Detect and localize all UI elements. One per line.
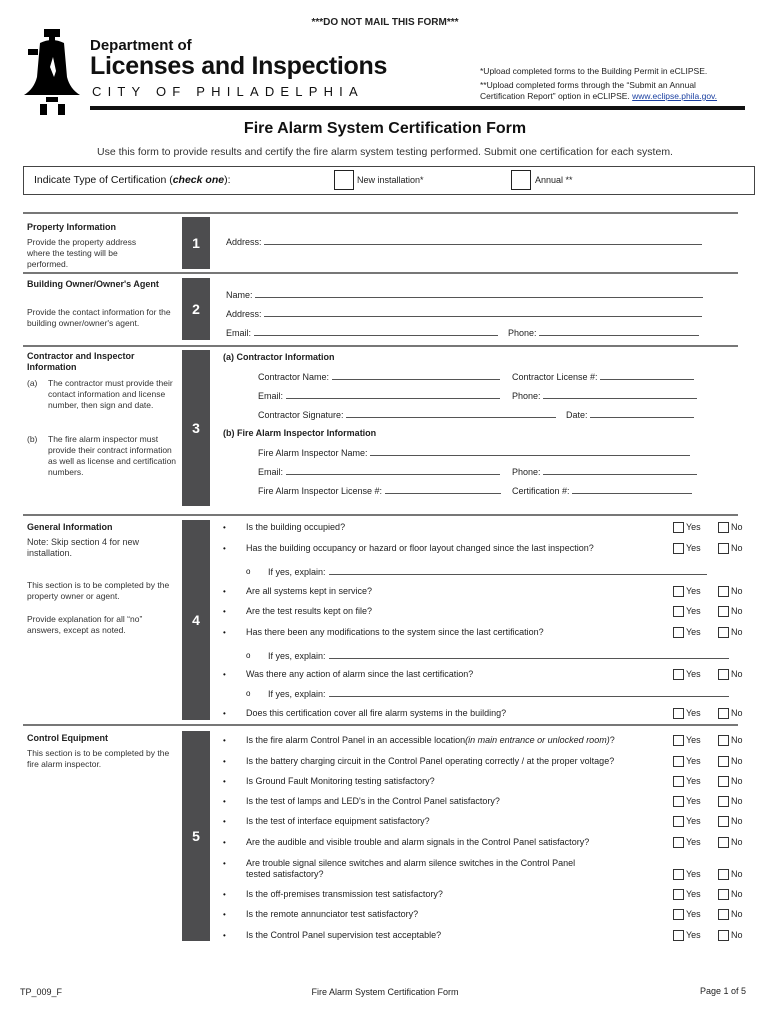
no-label: No bbox=[731, 708, 743, 718]
sub-bullet: o bbox=[246, 689, 251, 698]
bullet: • bbox=[223, 736, 226, 745]
sec4-q7-text: Does this certification cover all fire alarm systems in the building? bbox=[246, 708, 507, 718]
sec4-q5-text: Has there been any modifications to the system since the last certification? bbox=[246, 627, 544, 637]
sec5-q3-yes-checkbox[interactable] bbox=[673, 776, 684, 787]
owner-phone-field[interactable] bbox=[539, 327, 699, 336]
sec5-q8-yes-checkbox[interactable] bbox=[673, 889, 684, 900]
sec5-q1-part: (in main entrance or unlocked room) bbox=[465, 735, 610, 745]
sec5-q3 bbox=[246, 776, 435, 787]
sec5-q5-text: Is the test of interface equipment satisfactory? bbox=[246, 816, 430, 826]
sec4-q2-text: Has the building occupancy or hazard or floor layout changed since the last inspection? bbox=[246, 543, 594, 553]
sec4-q7-yes-checkbox[interactable] bbox=[673, 708, 684, 719]
sec5-q7-yes-checkbox[interactable] bbox=[673, 869, 684, 880]
divider-sec4 bbox=[23, 514, 738, 516]
sec5-q5 bbox=[246, 816, 430, 827]
sec4-q5-yes-checkbox[interactable] bbox=[673, 627, 684, 638]
bullet: • bbox=[223, 797, 226, 806]
dept-line3: CITY OF PHILADELPHIA bbox=[92, 84, 364, 99]
inspector-name-field[interactable] bbox=[370, 447, 690, 456]
sec4-number: 4 bbox=[182, 520, 210, 720]
sec1-title: Property Information bbox=[27, 222, 117, 232]
sec1-number: 1 bbox=[182, 217, 210, 269]
contractor-phone-field[interactable] bbox=[543, 390, 697, 399]
sec2-address: Address: bbox=[226, 308, 702, 320]
sec4-q3 bbox=[246, 586, 372, 597]
contractor-date: Date: bbox=[566, 409, 694, 421]
sub-bullet: o bbox=[246, 567, 251, 576]
sec2-desc: Provide the contact information for the building owner/owner's agent. bbox=[27, 307, 171, 328]
liberty-bell-logo bbox=[20, 27, 84, 117]
sec5-q5-yes-checkbox[interactable] bbox=[673, 816, 684, 827]
sec4-q6 bbox=[246, 669, 473, 680]
sec4-q3-no-checkbox[interactable] bbox=[718, 586, 729, 597]
sec2-phone: Phone: bbox=[508, 327, 699, 339]
yes-label: Yes bbox=[686, 708, 701, 718]
sec4-q2-no-checkbox[interactable] bbox=[718, 543, 729, 554]
sec5-q9 bbox=[246, 909, 418, 920]
owner-address-field[interactable] bbox=[264, 308, 702, 317]
sec5-q9-no-checkbox[interactable] bbox=[718, 909, 729, 920]
sec5-q6 bbox=[246, 837, 589, 848]
sec5-q1 bbox=[246, 735, 615, 746]
inspector-license-field[interactable] bbox=[385, 485, 501, 494]
divider-sec2 bbox=[23, 272, 738, 274]
sec5-q7-text: Are trouble signal silence switches and alarm silence switches in the Control Panel bbox=[246, 858, 576, 868]
header-rule bbox=[90, 106, 745, 110]
no-label: No bbox=[731, 735, 743, 745]
sec4-q5-explain bbox=[268, 650, 729, 662]
sec5-q2-yes-checkbox[interactable] bbox=[673, 756, 684, 767]
no-label: No bbox=[731, 776, 743, 786]
bullet: • bbox=[223, 817, 226, 826]
bullet: • bbox=[223, 523, 226, 532]
yes-label: Yes bbox=[686, 816, 701, 826]
sec3-a-marker: (a) bbox=[27, 378, 38, 388]
sec4-q1-no-checkbox[interactable] bbox=[718, 522, 729, 533]
divider-sec3 bbox=[23, 345, 738, 347]
bullet: • bbox=[223, 777, 226, 786]
sec4-q6-explain bbox=[268, 688, 729, 700]
yes-label: Yes bbox=[686, 669, 701, 679]
sec4-q6-explain-text: If yes, explain: bbox=[268, 689, 326, 699]
inspector-name: Fire Alarm Inspector Name: bbox=[258, 447, 690, 459]
inspector-heading: (b) Fire Alarm Inspector Information bbox=[223, 428, 377, 438]
inspector-certification: Certification #: bbox=[512, 485, 692, 497]
sec4-q6-text: Was there any action of alarm since the last certification? bbox=[246, 669, 474, 679]
sec4-q5-explain-text: If yes, explain: bbox=[268, 651, 326, 661]
sec4-desc1: This section is to be completed by the property owner or agent. bbox=[27, 580, 170, 601]
sec4-q2-explain bbox=[268, 566, 707, 578]
sec1-desc: Provide the property address where the testing will be performed. bbox=[27, 237, 137, 269]
no-label: No bbox=[731, 889, 743, 899]
sec1-address: Address: bbox=[226, 236, 702, 248]
contractor-license-field[interactable] bbox=[600, 371, 694, 380]
contractor-name-field[interactable] bbox=[332, 371, 500, 380]
sec3-b-text: The fire alarm inspector must provide their contract information as well as license and certification numbers. bbox=[48, 434, 177, 477]
footer-page: Page 1 of 5 bbox=[700, 986, 747, 996]
divider-sec1 bbox=[23, 212, 738, 214]
contractor-signature: Contractor Signature: bbox=[258, 409, 556, 421]
sec5-q5-no-checkbox[interactable] bbox=[718, 816, 729, 827]
sec3-title: Contractor and Inspector Information bbox=[27, 351, 135, 372]
yes-label: Yes bbox=[686, 586, 701, 596]
sec5-q10-yes-checkbox[interactable] bbox=[673, 930, 684, 941]
sec4-desc2: Provide explanation for all “no” answers, except as noted. bbox=[27, 614, 143, 635]
cert-type-label: Indicate Type of Certification (check one): bbox=[34, 174, 231, 186]
sec3-number: 3 bbox=[182, 350, 210, 506]
sec4-q1-text: Is the building occupied? bbox=[246, 522, 346, 532]
contractor-heading: (a) Contractor Information bbox=[223, 352, 335, 362]
sec4-q5-explain-explain-field[interactable] bbox=[329, 650, 729, 659]
sec5-q8-no-checkbox[interactable] bbox=[718, 889, 729, 900]
yes-label: Yes bbox=[686, 796, 701, 806]
sec2-name: Name: bbox=[226, 289, 703, 301]
contractor-email: Email: bbox=[258, 390, 500, 402]
sec5-q2-no-checkbox[interactable] bbox=[718, 756, 729, 767]
no-label: No bbox=[731, 627, 743, 637]
sub-bullet: o bbox=[246, 651, 251, 660]
yes-label: Yes bbox=[686, 930, 701, 940]
sec4-q1-yes-checkbox[interactable] bbox=[673, 522, 684, 533]
bullet: • bbox=[223, 838, 226, 847]
sec5-q8-text: Is the off-premises transmission test satisfactory? bbox=[246, 889, 443, 899]
sec5-q3-no-checkbox[interactable] bbox=[718, 776, 729, 787]
sec5-q9-yes-checkbox[interactable] bbox=[673, 909, 684, 920]
sec2-number: 2 bbox=[182, 278, 210, 340]
no-label: No bbox=[731, 606, 743, 616]
sec5-q1-yes-checkbox[interactable] bbox=[673, 735, 684, 746]
sec5-q1-part: ? bbox=[609, 735, 615, 745]
upload-note-1: *Upload completed forms to the Building Permit in eCLIPSE. bbox=[480, 66, 708, 76]
upload-note-2a: **Upload completed forms through the “Submit an Annual bbox=[480, 80, 696, 90]
bullet: • bbox=[223, 859, 226, 868]
sec5-q1-part: Is the fire alarm Control Panel in an accessible location bbox=[246, 735, 466, 745]
eclipse-link[interactable]: www.eclipse.phila.gov. bbox=[632, 91, 718, 101]
bullet: • bbox=[223, 670, 226, 679]
contractor-signature-field[interactable] bbox=[346, 409, 556, 418]
contractor-name: Contractor Name: bbox=[258, 371, 500, 383]
sec4-q2-explain-explain-field[interactable] bbox=[329, 566, 707, 575]
annual-label: Annual ** bbox=[535, 175, 573, 185]
yes-label: Yes bbox=[686, 909, 701, 919]
sec4-q7-no-checkbox[interactable] bbox=[718, 708, 729, 719]
sec5-title: Control Equipment bbox=[27, 733, 108, 743]
no-label: No bbox=[731, 543, 743, 553]
no-label: No bbox=[731, 869, 743, 879]
sec4-q2-explain-text: If yes, explain: bbox=[268, 567, 326, 577]
sec4-q6-yes-checkbox[interactable] bbox=[673, 669, 684, 680]
bullet: • bbox=[223, 607, 226, 616]
bullet: • bbox=[223, 757, 226, 766]
contractor-date-field[interactable] bbox=[590, 409, 694, 418]
inspector-email: Email: bbox=[258, 466, 500, 478]
sec5-q6-no-checkbox[interactable] bbox=[718, 837, 729, 848]
no-label: No bbox=[731, 796, 743, 806]
sec2-email: Email: bbox=[226, 327, 498, 339]
sec5-q8 bbox=[246, 889, 443, 900]
owner-email-field[interactable] bbox=[254, 327, 498, 336]
sec4-title: General Information bbox=[27, 522, 113, 532]
yes-label: Yes bbox=[686, 776, 701, 786]
sec5-q6-text: Are the audible and visible trouble and alarm signals in the Control Panel satisfactory? bbox=[246, 837, 590, 847]
sec5-q2-text: Is the battery charging circuit in the Control Panel operating correctly / at the proper voltage? bbox=[246, 756, 615, 766]
do-not-mail-notice: ***DO NOT MAIL THIS FORM*** bbox=[311, 17, 459, 28]
bullet: • bbox=[223, 910, 226, 919]
yes-label: Yes bbox=[686, 543, 701, 553]
sec4-q3-yes-checkbox[interactable] bbox=[673, 586, 684, 597]
sec5-q7 bbox=[246, 858, 575, 869]
sec5-q3-text: Is Ground Fault Monitoring testing satisfactory? bbox=[246, 776, 435, 786]
sec4-q4-yes-checkbox[interactable] bbox=[673, 606, 684, 617]
sec5-q4-no-checkbox[interactable] bbox=[718, 796, 729, 807]
bullet: • bbox=[223, 890, 226, 899]
yes-label: Yes bbox=[686, 837, 701, 847]
sec5-q10-text: Is the Control Panel supervision test acceptable? bbox=[246, 930, 442, 940]
sec4-q3-text: Are all systems kept in service? bbox=[246, 586, 373, 596]
sec4-q5-no-checkbox[interactable] bbox=[718, 627, 729, 638]
inspector-email-field[interactable] bbox=[286, 466, 500, 475]
sec5-q10-no-checkbox[interactable] bbox=[718, 930, 729, 941]
footer-center: Fire Alarm System Certification Form bbox=[311, 987, 459, 997]
bullet: • bbox=[223, 544, 226, 553]
yes-label: Yes bbox=[686, 756, 701, 766]
bullet: • bbox=[223, 587, 226, 596]
no-label: No bbox=[731, 522, 743, 532]
page-subtitle: Use this form to provide results and certify the fire alarm system testing performed. Submit one certification for each system. bbox=[97, 146, 673, 158]
bullet: • bbox=[223, 931, 226, 940]
no-label: No bbox=[731, 816, 743, 826]
sec3-b-marker: (b) bbox=[27, 434, 38, 444]
bullet: • bbox=[223, 628, 226, 637]
sec4-q1 bbox=[246, 522, 345, 533]
dept-line1: Department of bbox=[90, 37, 192, 54]
address-field[interactable] bbox=[264, 236, 702, 245]
sec5-q6-yes-checkbox[interactable] bbox=[673, 837, 684, 848]
sec4-q4-text: Are the test results kept on file? bbox=[246, 606, 373, 616]
footer-code: TP_009_F bbox=[20, 987, 63, 997]
sec5-q9-text: Is the remote annunciator test satisfactory? bbox=[246, 909, 419, 919]
sec5-q4-yes-checkbox[interactable] bbox=[673, 796, 684, 807]
owner-name-field[interactable] bbox=[255, 289, 703, 298]
contractor-email-field[interactable] bbox=[286, 390, 500, 399]
yes-label: Yes bbox=[686, 522, 701, 532]
inspector-certification-field[interactable] bbox=[572, 485, 692, 494]
sec4-note: Note: Skip section 4 for new installation. bbox=[27, 537, 140, 558]
inspector-phone-field[interactable] bbox=[543, 466, 697, 475]
contractor-license: Contractor License #: bbox=[512, 371, 694, 383]
sec4-q6-explain-explain-field[interactable] bbox=[329, 688, 729, 697]
dept-line2: Licenses and Inspections bbox=[90, 52, 388, 80]
new-installation-label: New installation* bbox=[357, 175, 424, 185]
no-label: No bbox=[731, 756, 743, 766]
no-label: No bbox=[731, 586, 743, 596]
upload-note-2b: Certification Report” option in eCLIPSE. www.eclipse.phila.gov. bbox=[480, 91, 718, 101]
sec3-a-text: The contractor must provide their contact information and license number, then sign and date. bbox=[48, 378, 173, 410]
sec5-q1-no-checkbox[interactable] bbox=[718, 735, 729, 746]
new-installation-checkbox[interactable] bbox=[334, 170, 354, 190]
yes-label: Yes bbox=[686, 606, 701, 616]
sec4-q4-no-checkbox[interactable] bbox=[718, 606, 729, 617]
sec4-q4 bbox=[246, 606, 372, 617]
sec5-q10 bbox=[246, 930, 441, 941]
sec5-number: 5 bbox=[182, 731, 210, 941]
inspector-license: Fire Alarm Inspector License #: bbox=[258, 485, 501, 497]
sec4-q2 bbox=[246, 543, 594, 554]
sec4-q6-no-checkbox[interactable] bbox=[718, 669, 729, 680]
yes-label: Yes bbox=[686, 869, 701, 879]
sec5-q4 bbox=[246, 796, 500, 807]
yes-label: Yes bbox=[686, 889, 701, 899]
bullet: • bbox=[223, 709, 226, 718]
sec5-q2 bbox=[246, 756, 614, 767]
sec5-q4-text: Is the test of lamps and LED's in the Control Panel satisfactory? bbox=[246, 796, 500, 806]
no-label: No bbox=[731, 669, 743, 679]
yes-label: Yes bbox=[686, 627, 701, 637]
sec5-q7-no-checkbox[interactable] bbox=[718, 869, 729, 880]
page-title: Fire Alarm System Certification Form bbox=[243, 120, 527, 137]
sec5-q7-line2: tested satisfactory? bbox=[246, 869, 324, 879]
yes-label: Yes bbox=[686, 735, 701, 745]
sec4-q5 bbox=[246, 627, 544, 638]
sec4-q7 bbox=[246, 708, 506, 719]
no-label: No bbox=[731, 930, 743, 940]
divider-sec5 bbox=[23, 724, 738, 726]
sec4-q2-yes-checkbox[interactable] bbox=[673, 543, 684, 554]
sec5-desc: This section is to be completed by the fire alarm inspector. bbox=[27, 748, 170, 769]
no-label: No bbox=[731, 837, 743, 847]
no-label: No bbox=[731, 909, 743, 919]
contractor-phone: Phone: bbox=[512, 390, 697, 402]
sec2-title: Building Owner/Owner's Agent bbox=[27, 279, 159, 289]
inspector-phone: Phone: bbox=[512, 466, 697, 478]
annual-checkbox[interactable] bbox=[511, 170, 531, 190]
